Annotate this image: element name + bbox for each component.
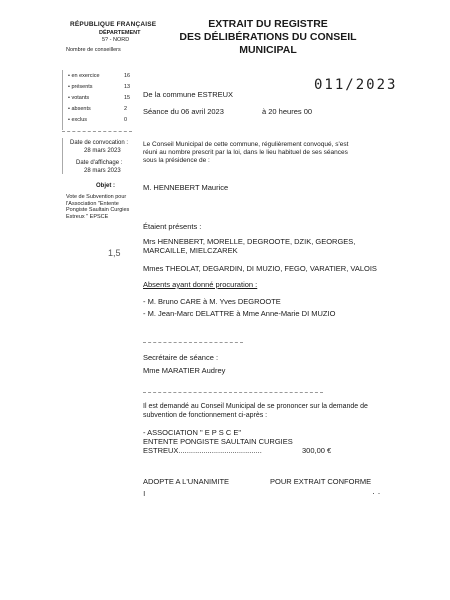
count-value: 0 bbox=[124, 117, 128, 123]
deliberation-number: 011/2023 bbox=[314, 77, 398, 93]
divider bbox=[143, 392, 323, 393]
count-votants bbox=[68, 95, 138, 101]
count-label: • absents bbox=[68, 106, 91, 112]
department-label: DÉPARTEMENT bbox=[99, 30, 141, 36]
divider bbox=[62, 131, 132, 132]
seance-heure: à 20 heures 00 bbox=[262, 107, 313, 116]
count-absents bbox=[68, 106, 138, 112]
count-label: • votants bbox=[68, 95, 90, 101]
presents-line-2: MARCAILLE, MIELCZAREK bbox=[143, 246, 238, 255]
absent-line-2: - M. Jean-Marc DELATTRE à Mme Anne-Marie DI MUZIO bbox=[143, 309, 336, 318]
seance-date: Séance du 06 avril 2023 bbox=[143, 107, 224, 116]
councillors-label: Nombre de conseillers bbox=[66, 47, 121, 53]
signature-mark-left: ı bbox=[143, 488, 146, 498]
count-exclus bbox=[68, 117, 138, 123]
date-affichage-label: Date d'affichage : bbox=[76, 160, 123, 166]
montant: 300,00 € bbox=[302, 446, 332, 455]
left-border-line bbox=[62, 138, 63, 174]
adopte: ADOPTE A L'UNANIMITE bbox=[143, 477, 230, 486]
republic-label: RÉPUBLIQUE FRANÇAISE bbox=[70, 21, 157, 28]
count-label: • en exercice bbox=[68, 73, 100, 79]
association-line: - ASSOCIATION " E P S C E" bbox=[143, 428, 241, 437]
absent-line-1: - M. Bruno CARE à M. Yves DEGROOTE bbox=[143, 297, 281, 306]
intro-text bbox=[143, 141, 348, 165]
secretaire-name: Mme MARATIER Audrey bbox=[143, 366, 226, 375]
commune: De la commune ESTREUX bbox=[143, 90, 234, 99]
demande-line: subvention de fonctionnement ci-après : bbox=[143, 411, 268, 419]
presents-label: Étaient présents : bbox=[143, 222, 202, 231]
left-mark: 1,5 bbox=[108, 248, 121, 258]
demande-line: Il est demandé au Conseil Municipal de se prononcer sur la demande de bbox=[143, 403, 368, 410]
date-affichage: 28 mars 2023 bbox=[84, 168, 121, 174]
presents-line-3: Mmes THEOLAT, DEGARDIN, DI MUZIO, FEGO, VARATIER, VALOIS bbox=[143, 264, 377, 273]
left-border-line bbox=[62, 70, 63, 130]
count-label: • exclus bbox=[68, 117, 88, 123]
intro-line: réuni au nombre prescrit par la loi, dans le lieu habituel de ses séances bbox=[143, 149, 348, 156]
document-title bbox=[178, 18, 358, 57]
count-value: 13 bbox=[124, 84, 131, 90]
divider bbox=[143, 342, 243, 343]
pour-extrait: POUR EXTRAIT CONFORME bbox=[270, 477, 372, 486]
demande-text bbox=[143, 403, 368, 420]
presents-line-1: Mrs HENNEBERT, MORELLE, DEGROOTE, DZIK, GEORGES, bbox=[143, 237, 356, 246]
objet-label: Objet : bbox=[96, 183, 115, 189]
association-estreux: ESTREUX........................................ bbox=[143, 446, 262, 455]
president: M. HENNEBERT Maurice bbox=[143, 183, 229, 192]
intro-line: Le Conseil Municipal de cette commune, régulièrement convoqué, s'est bbox=[143, 141, 349, 148]
title-line-1: EXTRAIT DU REGISTRE bbox=[208, 18, 328, 30]
count-value: 16 bbox=[124, 73, 131, 79]
association-name bbox=[143, 428, 293, 446]
count-presents bbox=[68, 84, 138, 90]
count-value: 15 bbox=[124, 95, 131, 101]
date-convocation-label: Date de convocation : bbox=[70, 140, 129, 146]
department-value: 5? - NORD bbox=[102, 37, 130, 43]
objet-text: Vote de Subvention pour l'Association "Entente Pongiste Saultain Curgies Estreux " EPSCE bbox=[66, 194, 130, 220]
count-value: 2 bbox=[124, 106, 128, 112]
intro-line: sous la présidence de : bbox=[143, 157, 210, 164]
title-line-2: DES DÉLIBÉRATIONS DU CONSEIL bbox=[179, 31, 357, 43]
absents-label: Absents ayant donné procuration : bbox=[143, 280, 258, 289]
count-en-exercice bbox=[68, 73, 138, 79]
signature-mark-right: · · bbox=[372, 488, 381, 498]
count-label: • présents bbox=[68, 84, 93, 90]
date-convocation: 28 mars 2023 bbox=[84, 148, 121, 154]
association-line: ENTENTE PONGISTE SAULTAIN CURGIES bbox=[143, 437, 293, 446]
secretaire-label: Secrétaire de séance : bbox=[143, 353, 219, 362]
title-line-3: MUNICIPAL bbox=[239, 44, 297, 56]
